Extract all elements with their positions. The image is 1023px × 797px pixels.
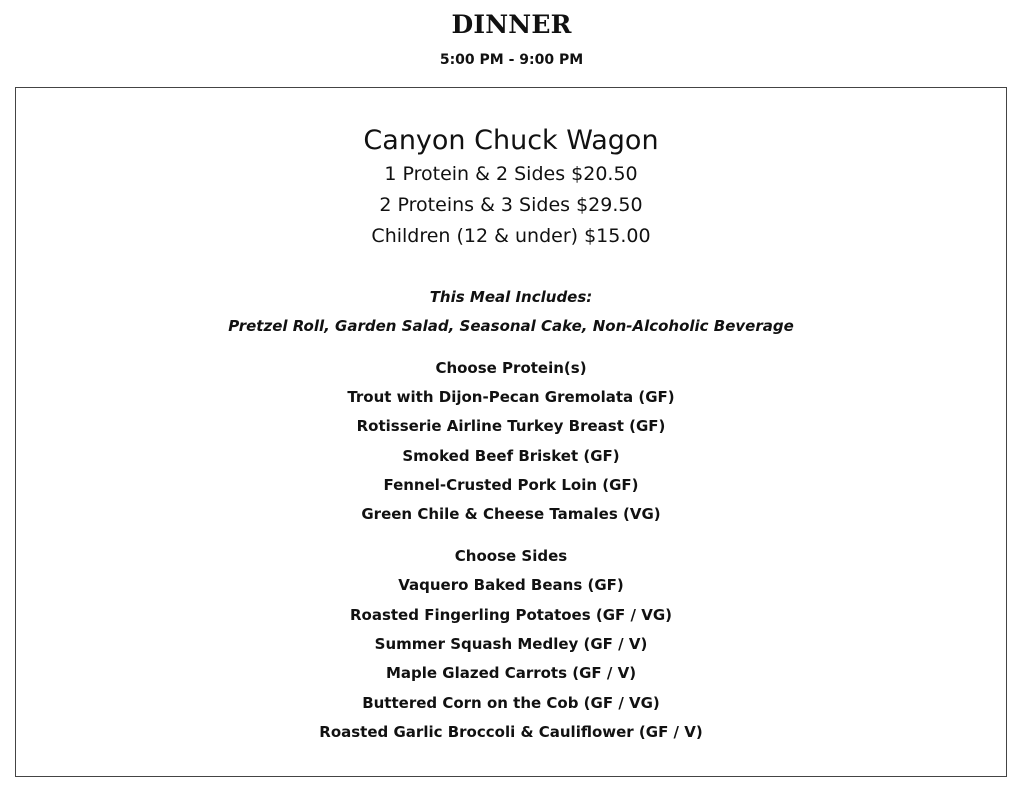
price-line: Children (12 & under) $15.00 bbox=[371, 225, 651, 247]
side-item: Vaquero Baked Beans (GF) bbox=[398, 576, 624, 595]
menu-card bbox=[15, 87, 1007, 777]
side-item: Roasted Garlic Broccoli & Cauliflower (GF / V) bbox=[319, 722, 703, 741]
side-item: Buttered Corn on the Cob (GF / VG) bbox=[362, 693, 660, 712]
side-item: Summer Squash Medley (GF / V) bbox=[374, 635, 648, 654]
protein-item: Trout with Dijon-Pecan Gremolata (GF) bbox=[347, 388, 675, 406]
protein-item: Fennel-Crusted Pork Loin (GF) bbox=[383, 475, 639, 494]
side-item: Maple Glazed Carrots (GF / V) bbox=[385, 664, 637, 683]
price-line: 1 Protein & 2 Sides $20.50 bbox=[384, 163, 638, 185]
sides-heading: Choose Sides bbox=[454, 547, 568, 566]
service-hours: 5:00 PM - 9:00 PM bbox=[439, 52, 584, 68]
proteins-heading: Choose Protein(s) bbox=[435, 359, 587, 377]
menu-name: Canyon Chuck Wagon bbox=[363, 125, 659, 156]
page-title: DINNER bbox=[451, 10, 572, 39]
protein-item: Smoked Beef Brisket (GF) bbox=[402, 446, 620, 465]
includes-items: Pretzel Roll, Garden Salad, Seasonal Cake, Non-Alcoholic Beverage bbox=[228, 317, 794, 335]
menu-header bbox=[0, 0, 1023, 70]
side-list bbox=[16, 571, 1006, 747]
includes-label: This Meal Includes: bbox=[429, 288, 593, 306]
protein-item: Rotisserie Airline Turkey Breast (GF) bbox=[356, 417, 666, 436]
side-item: Roasted Fingerling Potatoes (GF / VG) bbox=[349, 605, 672, 624]
price-line: 2 Proteins & 3 Sides $29.50 bbox=[379, 194, 643, 216]
price-list bbox=[16, 159, 1006, 252]
protein-list bbox=[16, 383, 1006, 529]
protein-item: Green Chile & Cheese Tamales (VG) bbox=[361, 505, 661, 524]
